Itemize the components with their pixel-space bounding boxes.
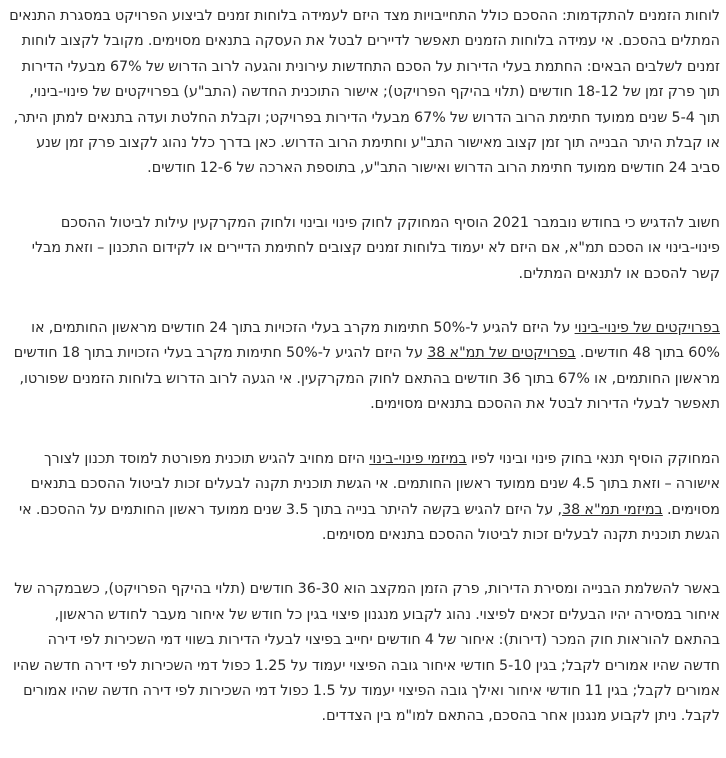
paragraph-text: , על היזם להגיש בקשה להיתר בנייה בתוך 3.5 שנים ממועד ראשון החותמים על ההסכם. אי הגשת תוכנית תקנה לבעלים זכות לביטול ההסכם בתנאים מסוימים. [18,501,720,543]
paragraph-text: על היזם להגיע ל-50% חתימות מקרב בעלי הזכויות בתוך 18 חודשים מראשון החותמים, או 67% בתוך 36 חודשים בהתאם לחוק המקרקעין. אי הגעה לרוב הדרוש בלוחות הזמנים שפורטו, תאפשר לבעלי הדירות לבטל את ההסכם בתנאים מסוימים. [13,345,720,413]
paragraph-text: לוחות הזמנים להתקדמות: ההסכם כולל התחייבויות מצד היזם לעמידה בלוחות זמנים לביצוע הפרויקט במסגרת התנאים המתלים בהסכם. אי עמידה בלוחות הזמנים תאפשר לדיירים לבטל את העסקה בתנאים מסוימים. מקובל לקצוב לוחות זמנים לשלבים הבאים: החתמת בעלי הדירות על הסכם התחדשות עירונית והגעה לרוב הדרוש של 67% מבעלי הדירות תוך פרק זמן של 18-12 חודשים (תלוי בהיקף הפרויקט); אישור התוכנית החדשה (התב"ע) בפרויקטים של פינוי-בינוי, תוך 5-4 שנים ממועד חתימת הרוב הדרוש של 67% מבעלי הדירות בפרויקט; וקבלת החלטת ועדה בתנאים למתן היתר, או קבלת היתר הבנייה תוך זמן קצוב מאישור התב"ע וחתימת הרוב הדרוש. כאן בדרך כלל נהוג לקצוב פרק זמן שנע סביב 24 חודשים ממועד חתימת הרוב הדרוש ואישור התב"ע, בתוספת הארכה של 12-6 חודשים. [9,8,720,177]
paragraph-text: על היזם להגיע ל-50% חתימות מקרב בעלי הזכויות בתוך 24 חודשים מראשון החותמים, או 60% בתוך 48 חודשים. [31,320,720,362]
paragraph [8,211,720,287]
underlined-term: במיזמי פינוי-בינוי [369,450,467,467]
underlined-term: במיזמי תמ"א 38 [562,501,663,518]
paragraph [8,316,720,418]
underlined-term: בפרויקטים של תמ"א 38 [427,345,576,362]
paragraph [8,4,720,182]
paragraph-text: המחוקק הוסיף תנאי בחוק פינוי ובינוי לפיו [466,450,720,467]
paragraph-text: היזם מחויב להגיש תוכנית מפורטת למוסד תכנון לצורך אישורה – וזאת בתוך 4.5 שנים ממועד ראשון החותמים. אי הגשת תוכנית תקנה לבעלים זכות לביטול ההסכם בתנאים מסוימים. [30,450,720,518]
article-body [0,4,726,730]
paragraph [8,577,720,729]
paragraph-text: באשר להשלמת הבנייה ומסירת הדירות, פרק הזמן המקצב הוא 36-30 חודשים (תלוי בהיקף הפרויקט), כשבמקרה של איחור במסירה יהיו הבעלים זכאים לפיצוי. נהוג לקבוע מנגנון פיצוי בגין כל חודש של איחור מעבר לחודש הראשון, בהתאם להוראות חוק המכר (דירות): איחור של 4 חודשים יחייב בפיצוי לבעלי הדירות בשווי דמי השכירות לפי דירה חדשה שהיו אמורים לקבל; בגין 5-10 חודשי איחור גובה הפיצוי יעמוד על 1.25 כפול דמי השכירות לפי דירה חדשה שהיו אמורים לקבל; בגין 11 חודשי איחור ואילך גובה הפיצוי יעמוד על 1.5 כפול דמי השכירות לפי דירה חדשה שהיו אמורים לקבל. ניתן לקבוע מנגנון אחר בהסכם, בהתאם למו"מ בין הצדדים. [12,581,720,725]
paragraph-text: חשוב להדגיש כי בחודש נובמבר 2021 הוסיף המחוקק לחוק פינוי ובינוי ולחוק המקרקעין עילות לביטול ההסכם פינוי-בינוי או הסכם תמ"א, אם היזם לא יעמוד בלוחות זמנים קצובים לחתימת הדיירים או לקידום התכנון – וזאת מבלי קשר להסכם או לתנאים המתלים. [31,214,720,282]
paragraph [8,447,720,549]
underlined-term: בפרויקטים של פינוי-בינוי [574,320,720,337]
